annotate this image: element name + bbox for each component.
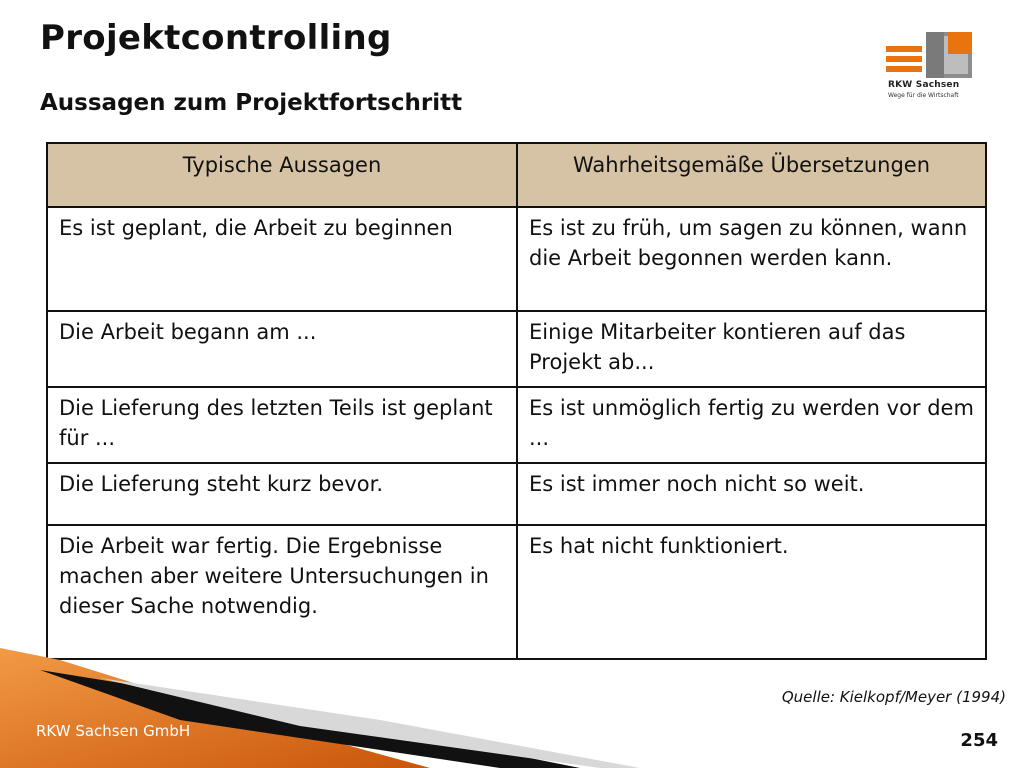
source-citation: Quelle: Kielkopf/Meyer (1994) [781,688,1006,706]
slide-subtitle: Aussagen zum Projektfortschritt [40,90,463,116]
table-row [47,311,986,387]
table-cell: Die Lieferung steht kurz bevor. [47,463,517,525]
footer-company: RKW Sachsen GmbH [36,722,191,740]
table-row [47,463,986,525]
column-header-typical: Typische Aussagen [47,143,517,207]
table-cell: Die Arbeit begann am ... [47,311,517,387]
slide-title: Projektcontrolling [40,18,392,58]
table-cell: Es ist zu früh, um sagen zu können, wann die Arbeit begonnen werden kann. [517,207,986,311]
table-cell: Es hat nicht funktioniert. [517,525,986,659]
table-row [47,207,986,311]
logo-name: RKW Sachsen [888,80,960,90]
logo-tagline: Wege für die Wirtschaft [888,92,959,99]
table-row [47,387,986,463]
table-cell: Es ist immer noch nicht so weit. [517,463,986,525]
decorative-swoosh [0,640,1024,768]
column-header-translation: Wahrheitsgemäße Übersetzungen [517,143,986,207]
page-number: 254 [960,730,998,751]
table-cell: Es ist unmöglich fertig zu werden vor dem ... [517,387,986,463]
table-header-row [47,143,986,207]
table-cell: Einige Mitarbeiter kontieren auf das Projekt ab... [517,311,986,387]
table-cell: Die Arbeit war fertig. Die Ergebnisse machen aber weitere Untersuchungen in dieser Sache notwendig. [47,525,517,659]
table-cell: Es ist geplant, die Arbeit zu beginnen [47,207,517,311]
statements-table [46,142,987,660]
table-cell: Die Lieferung des letzten Teils ist geplant für ... [47,387,517,463]
table-row [47,525,986,659]
